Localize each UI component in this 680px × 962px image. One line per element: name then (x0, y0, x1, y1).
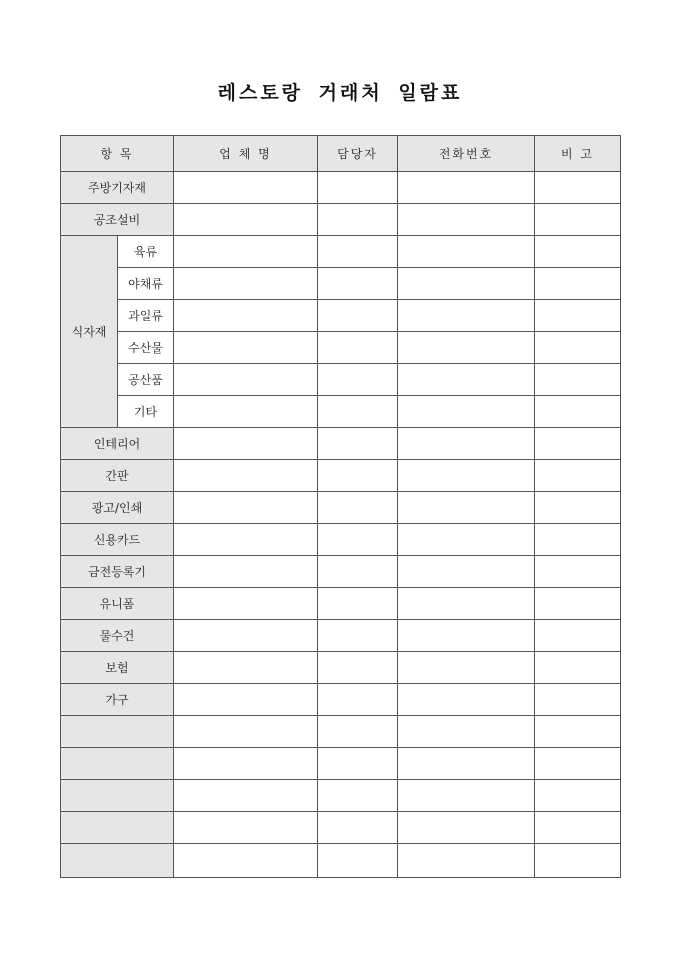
company-cell[interactable] (174, 812, 318, 844)
manager-cell[interactable] (318, 524, 398, 556)
row-label-empty[interactable] (61, 780, 174, 812)
phone-cell[interactable] (398, 716, 535, 748)
company-cell[interactable] (174, 236, 318, 268)
note-cell[interactable] (535, 620, 621, 652)
row-label: 주방기자재 (61, 172, 174, 204)
empty-row (61, 844, 621, 878)
manager-cell[interactable] (318, 844, 398, 878)
manager-cell[interactable] (318, 652, 398, 684)
table-row (61, 620, 621, 652)
row-label: 금전등록기 (61, 556, 174, 588)
phone-cell[interactable] (398, 524, 535, 556)
phone-cell[interactable] (398, 812, 535, 844)
manager-cell[interactable] (318, 780, 398, 812)
phone-cell[interactable] (398, 780, 535, 812)
table-row (61, 300, 621, 332)
phone-cell[interactable] (398, 556, 535, 588)
empty-row (61, 716, 621, 748)
phone-cell[interactable] (398, 236, 535, 268)
phone-cell[interactable] (398, 204, 535, 236)
manager-cell[interactable] (318, 492, 398, 524)
empty-row (61, 812, 621, 844)
table-row (61, 332, 621, 364)
note-cell[interactable] (535, 524, 621, 556)
table-row (61, 268, 621, 300)
table-row (61, 524, 621, 556)
table-row (61, 204, 621, 236)
company-cell[interactable] (174, 492, 318, 524)
empty-row (61, 748, 621, 780)
company-cell[interactable] (174, 460, 318, 492)
company-cell[interactable] (174, 588, 318, 620)
manager-cell[interactable] (318, 588, 398, 620)
company-cell[interactable] (174, 716, 318, 748)
company-cell[interactable] (174, 300, 318, 332)
company-cell[interactable] (174, 620, 318, 652)
manager-cell[interactable] (318, 332, 398, 364)
row-label-empty[interactable] (61, 812, 174, 844)
sub-label: 과일류 (118, 300, 174, 332)
phone-cell[interactable] (398, 332, 535, 364)
note-cell[interactable] (535, 780, 621, 812)
row-label: 광고/인쇄 (61, 492, 174, 524)
sub-label: 야채류 (118, 268, 174, 300)
row-label: 보험 (61, 652, 174, 684)
sub-label: 육류 (118, 236, 174, 268)
note-cell[interactable] (535, 556, 621, 588)
header-phone: 전화번호 (398, 136, 535, 172)
manager-cell[interactable] (318, 748, 398, 780)
manager-cell[interactable] (318, 620, 398, 652)
phone-cell[interactable] (398, 652, 535, 684)
manager-cell[interactable] (318, 204, 398, 236)
empty-row (61, 780, 621, 812)
note-cell[interactable] (535, 492, 621, 524)
note-cell[interactable] (535, 300, 621, 332)
table-row (61, 588, 621, 620)
manager-cell[interactable] (318, 716, 398, 748)
table-row (61, 172, 621, 204)
company-cell[interactable] (174, 396, 318, 428)
manager-cell[interactable] (318, 396, 398, 428)
note-cell[interactable] (535, 428, 621, 460)
table-row (61, 396, 621, 428)
row-label: 공조설비 (61, 204, 174, 236)
row-label-empty[interactable] (61, 748, 174, 780)
phone-cell[interactable] (398, 492, 535, 524)
manager-cell[interactable] (318, 364, 398, 396)
header-row (61, 136, 621, 172)
note-cell[interactable] (535, 236, 621, 268)
company-cell[interactable] (174, 364, 318, 396)
sub-label: 기타 (118, 396, 174, 428)
phone-cell[interactable] (398, 748, 535, 780)
row-label-empty[interactable] (61, 716, 174, 748)
manager-cell[interactable] (318, 236, 398, 268)
phone-cell[interactable] (398, 300, 535, 332)
table-row (61, 652, 621, 684)
group-label: 식자재 (61, 236, 118, 428)
note-cell[interactable] (535, 844, 621, 878)
sub-label: 수산물 (118, 332, 174, 364)
phone-cell[interactable] (398, 172, 535, 204)
table-row (61, 364, 621, 396)
note-cell[interactable] (535, 684, 621, 716)
company-cell[interactable] (174, 204, 318, 236)
note-cell[interactable] (535, 172, 621, 204)
note-cell[interactable] (535, 396, 621, 428)
note-cell[interactable] (535, 588, 621, 620)
phone-cell[interactable] (398, 588, 535, 620)
note-cell[interactable] (535, 812, 621, 844)
company-cell[interactable] (174, 684, 318, 716)
company-cell[interactable] (174, 748, 318, 780)
phone-cell[interactable] (398, 684, 535, 716)
table-row (61, 428, 621, 460)
company-cell[interactable] (174, 556, 318, 588)
manager-cell[interactable] (318, 460, 398, 492)
company-cell[interactable] (174, 172, 318, 204)
company-cell[interactable] (174, 332, 318, 364)
row-label: 간판 (61, 460, 174, 492)
header-manager: 담당자 (318, 136, 398, 172)
manager-cell[interactable] (318, 428, 398, 460)
manager-cell[interactable] (318, 556, 398, 588)
header-item: 항 목 (61, 136, 174, 172)
row-label: 신용카드 (61, 524, 174, 556)
row-label: 인테리어 (61, 428, 174, 460)
note-cell[interactable] (535, 364, 621, 396)
row-label-empty[interactable] (61, 844, 174, 878)
header-company: 업 체 명 (174, 136, 318, 172)
table-row (61, 684, 621, 716)
table-row (61, 460, 621, 492)
manager-cell[interactable] (318, 268, 398, 300)
table-row (61, 236, 621, 268)
company-cell[interactable] (174, 268, 318, 300)
phone-cell[interactable] (398, 620, 535, 652)
note-cell[interactable] (535, 204, 621, 236)
company-cell[interactable] (174, 844, 318, 878)
table-row (61, 492, 621, 524)
manager-cell[interactable] (318, 172, 398, 204)
company-cell[interactable] (174, 652, 318, 684)
note-cell[interactable] (535, 332, 621, 364)
note-cell[interactable] (535, 748, 621, 780)
table-row (61, 556, 621, 588)
page-title: 레스토랑 거래처 일람표 (217, 82, 463, 104)
sub-label: 공산품 (118, 364, 174, 396)
note-cell[interactable] (535, 652, 621, 684)
header-note: 비 고 (535, 136, 621, 172)
manager-cell[interactable] (318, 684, 398, 716)
phone-cell[interactable] (398, 460, 535, 492)
note-cell[interactable] (535, 460, 621, 492)
row-label: 유니폼 (61, 588, 174, 620)
phone-cell[interactable] (398, 396, 535, 428)
note-cell[interactable] (535, 268, 621, 300)
vendor-table (60, 135, 621, 878)
company-cell[interactable] (174, 780, 318, 812)
company-cell[interactable] (174, 428, 318, 460)
phone-cell[interactable] (398, 844, 535, 878)
row-label: 물수건 (61, 620, 174, 652)
phone-cell[interactable] (398, 268, 535, 300)
phone-cell[interactable] (398, 364, 535, 396)
manager-cell[interactable] (318, 300, 398, 332)
row-label: 가구 (61, 684, 174, 716)
company-cell[interactable] (174, 524, 318, 556)
phone-cell[interactable] (398, 428, 535, 460)
note-cell[interactable] (535, 716, 621, 748)
manager-cell[interactable] (318, 812, 398, 844)
